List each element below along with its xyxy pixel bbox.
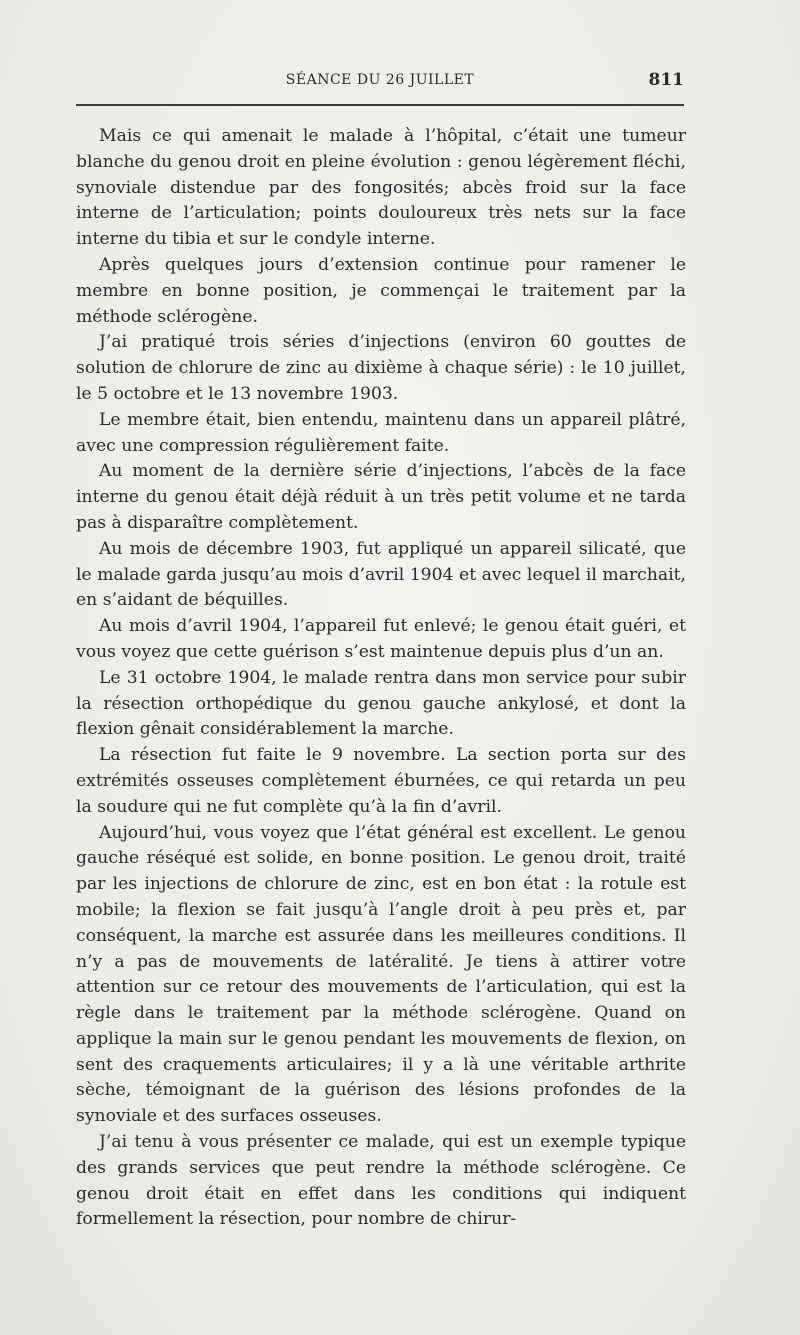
paragraph: J’ai pratiqué trois séries d’injections (environ 60 gouttes de solution de chlorure de zinc au dixième à chaque série) : le 10 juillet, le 5 octobre et le 13 novembre 1903. bbox=[76, 332, 686, 404]
paragraph: Après quelques jours d’extension continue pour ramener le membre en bonne position, je commençai le traitement par la méthode sclérogène. bbox=[76, 254, 686, 327]
paragraph: Aujourd’hui, vous voyez que l’état général est excellent. Le genou gauche réséqué est solide, en bonne position. Le genou droit, traité par les injections de chlorure de zinc, est en bon état : la rotule est mobile; la flexion se fait jusqu’à l’angle droit à peu près et, par conséquent, la marche est assurée dans les meilleures conditions. Il n’y a pas de mouvements de latéralité. Je tiens à attirer votre attention sur ce retour des mouvements de l’articulation, qui est la règle dans le traitement par la méthode sclérogène. Quand on applique la main sur le genou pendant les mouvements de flexion, on sent des craquements articulaires; il y a là une véritable arthrite sèche, témoignant de la guérison des lésions profondes de la synoviale et des surfaces osseuses. bbox=[76, 822, 686, 1127]
paragraph: La résection fut faite le 9 novembre. La section porta sur des extrémités osseuses complètement éburnées, ce qui retarda un peu la soudure qui ne fut complète qu’à la fin d’avril. bbox=[76, 745, 686, 817]
page-number: 811 bbox=[648, 70, 684, 90]
paragraph: Mais ce qui amenait le malade à l’hôpital, c’était une tumeur blanche du genou droit en pleine évolution : genou légèrement fléchi, synoviale distendue par des fongosités; abcès froid sur la face interne de l’articulation; points douloureux très nets sur la face interne du tibia et sur le condyle interne. bbox=[76, 126, 686, 250]
paragraph: Au moment de la dernière série d’injections, l’abcès de la face interne du genou était déjà réduit à un très petit volume et ne tarda pas à disparaître complètement. bbox=[76, 461, 686, 533]
header-rule bbox=[76, 104, 684, 106]
running-head: SÉANCE DU 26 JUILLET bbox=[285, 72, 475, 88]
paragraph: Le membre était, bien entendu, maintenu dans un appareil plâtré, avec une compression régulièrement faite. bbox=[76, 409, 686, 456]
paragraph: J’ai tenu à vous présenter ce malade, qui est un exemple typique des grands services que peut rendre la méthode sclérogène. Ce genou droit était en effet dans les conditions qui indiquent formellement la résection, pour nombre de chirur- bbox=[76, 1132, 686, 1230]
body-text bbox=[76, 124, 686, 1233]
paragraph: Au mois d’avril 1904, l’appareil fut enlevé; le genou était guéri, et vous voyez que cette guérison s’est maintenue depuis plus d’un an. bbox=[76, 616, 686, 662]
page-header bbox=[76, 72, 684, 96]
paragraph: Au mois de décembre 1903, fut appliqué un appareil silicaté, que le malade garda jusqu’au mois d’avril 1904 et avec lequel il marchait, en s’aidant de béquilles. bbox=[76, 538, 686, 611]
paragraph: Le 31 octobre 1904, le malade rentra dans mon service pour subir la résection orthopédique du genou gauche ankylosé, et dont la flexion gênait considérablement la marche. bbox=[76, 667, 686, 740]
